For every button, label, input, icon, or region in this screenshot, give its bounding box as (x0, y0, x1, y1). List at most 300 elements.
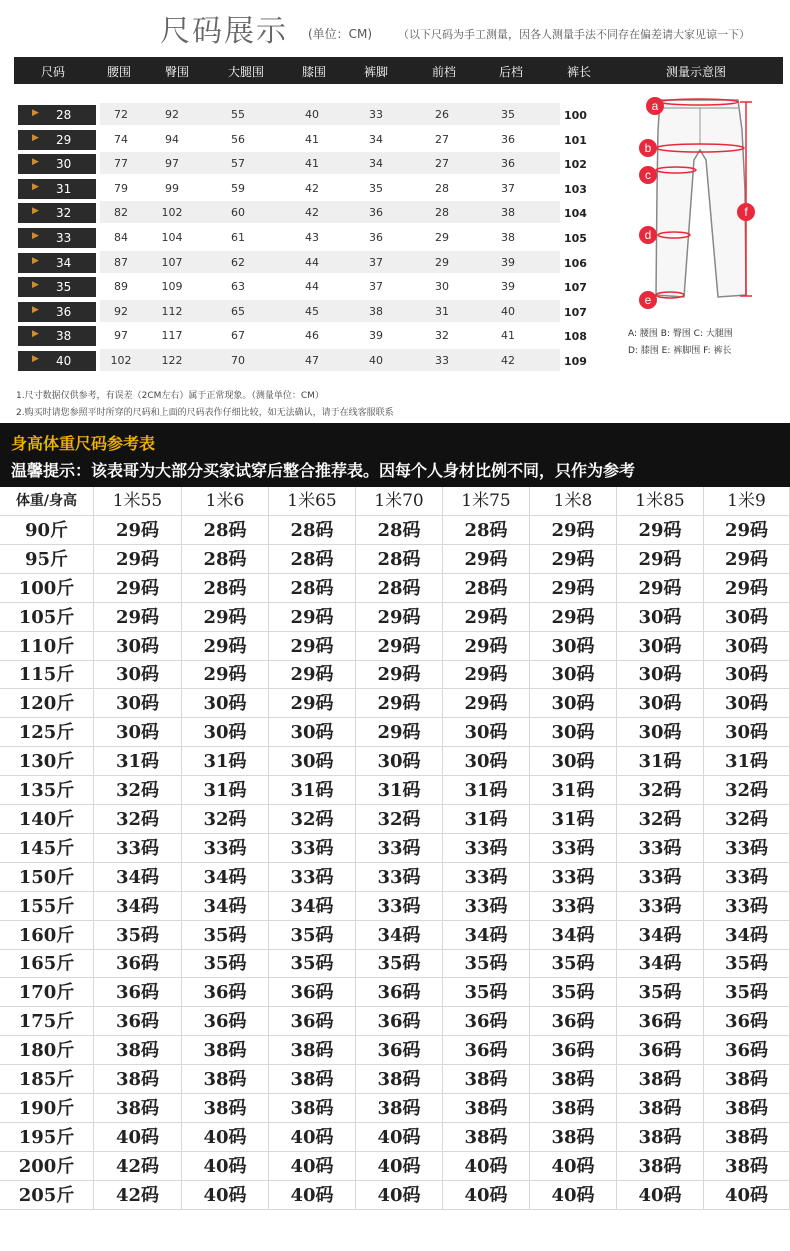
recommend-row (0, 689, 790, 718)
col-hem: 裤脚 (363, 65, 389, 79)
size-cell: 36码 (182, 1007, 269, 1036)
weight-label: 200斤 (0, 1152, 94, 1181)
size-cell: 56 (231, 132, 245, 146)
size-cell: 36码 (94, 1007, 182, 1036)
length-value: 101 (564, 133, 587, 147)
height-header: 1米85 (617, 487, 704, 516)
size-cell: 29码 (94, 545, 182, 574)
size-cell: 29码 (182, 632, 269, 661)
size-cell: 31码 (443, 805, 530, 834)
size-cell: 70 (231, 354, 245, 367)
size-cell: 32码 (617, 805, 704, 834)
size-cell: 35 (369, 181, 383, 195)
size-cell: 32 (435, 329, 449, 343)
size-cell: 44 (305, 280, 319, 294)
size-cell: 36码 (704, 1007, 790, 1036)
size-cell: 36码 (704, 1036, 790, 1065)
marker-d: d (644, 228, 652, 242)
recommend-row (0, 1094, 790, 1123)
length-value: 108 (564, 330, 587, 344)
size-cell: 30 (435, 280, 449, 294)
size-cell: 28码 (182, 574, 269, 603)
size-cell: 30码 (94, 718, 182, 747)
size-cell: 30码 (269, 747, 356, 776)
col-length: 裤长 (566, 65, 592, 79)
recommend-row (0, 574, 790, 603)
size-cell: 38码 (182, 1094, 269, 1123)
weight-label: 110斤 (0, 632, 94, 661)
size-cell: 36码 (182, 978, 269, 1007)
size-cell: 38 (501, 231, 515, 244)
size-cell: 38码 (356, 1065, 443, 1094)
page-header (0, 0, 790, 52)
size-cell: 29码 (704, 574, 790, 603)
size-cell: 40 (369, 354, 383, 367)
size-cell: 34码 (704, 921, 790, 950)
size-cell: 33码 (530, 834, 617, 863)
size-cell: 33码 (617, 892, 704, 921)
size-cell: 30码 (356, 747, 443, 776)
size-cell: 61 (231, 231, 245, 244)
height-header: 1米9 (704, 487, 790, 516)
weight-label: 140斤 (0, 805, 94, 834)
size-cell: 31 (435, 304, 449, 318)
size-cell: 26 (435, 108, 449, 121)
weight-label: 145斤 (0, 834, 94, 863)
size-cell: 33码 (704, 892, 790, 921)
size-cell: 34码 (617, 949, 704, 978)
weight-label: 135斤 (0, 776, 94, 805)
size-row (0, 324, 600, 348)
col-back-rise: 后档 (498, 65, 524, 79)
size-tag (18, 253, 96, 273)
size-cell: 99 (165, 181, 179, 195)
size-cell: 30码 (530, 632, 617, 661)
height-header: 1米65 (269, 487, 356, 516)
size-cell: 30码 (443, 718, 530, 747)
size-cell: 30码 (617, 632, 704, 661)
size-cell: 36码 (94, 978, 182, 1007)
size-cell: 40 (305, 108, 319, 121)
size-cell: 28码 (443, 574, 530, 603)
size-cell: 38码 (94, 1065, 182, 1094)
size-cell: 32码 (94, 776, 182, 805)
size-table-header (14, 57, 783, 84)
recommend-row (0, 1152, 790, 1181)
size-cell: 38码 (530, 1094, 617, 1123)
size-cell: 44 (305, 255, 319, 269)
size-cell: 40码 (356, 1152, 443, 1181)
size-cell: 29码 (530, 574, 617, 603)
size-cell: 29码 (530, 516, 617, 545)
recommend-row (0, 1065, 790, 1094)
size-cell: 40码 (356, 1181, 443, 1210)
length-value: 100 (564, 109, 587, 122)
size-cell: 38 (501, 206, 515, 220)
length-value: 107 (564, 305, 587, 319)
col-waist: 腰围 (106, 65, 132, 79)
recommend-row (0, 892, 790, 921)
col-diagram: 测量示意图 (665, 65, 727, 79)
page-title: 尺码展示 (160, 14, 288, 49)
size-cell: 34码 (94, 863, 182, 892)
size-cell: 82 (114, 206, 128, 220)
size-cell: 33码 (443, 834, 530, 863)
size-cell: 35码 (443, 978, 530, 1007)
size-cell: 38码 (182, 1036, 269, 1065)
arrow-right-icon: ▶ (32, 304, 39, 315)
recommend-row (0, 863, 790, 892)
size-cell: 33 (435, 354, 449, 367)
size-cell: 30码 (530, 689, 617, 718)
size-cell: 42 (305, 206, 319, 220)
size-cell: 40码 (443, 1152, 530, 1181)
arrow-right-icon: ▶ (32, 181, 39, 192)
size-cell: 87 (114, 255, 128, 269)
size-value: 29 (56, 132, 72, 147)
weight-label: 95斤 (0, 545, 94, 574)
size-cell: 29码 (356, 603, 443, 632)
size-cell: 33码 (617, 863, 704, 892)
weight-label: 190斤 (0, 1094, 94, 1123)
size-cell: 30码 (443, 747, 530, 776)
size-cell: 46 (305, 329, 319, 343)
size-cell: 32码 (617, 776, 704, 805)
size-cell: 32码 (269, 805, 356, 834)
size-tag (18, 203, 96, 223)
marker-b: b (644, 141, 652, 155)
size-cell: 34码 (356, 921, 443, 950)
size-cell: 34码 (617, 921, 704, 950)
size-cell: 29码 (617, 545, 704, 574)
size-cell: 41 (305, 157, 319, 171)
size-cell: 59 (231, 181, 245, 195)
size-cell: 35码 (530, 949, 617, 978)
size-cell: 57 (231, 157, 245, 171)
size-tag (18, 351, 96, 371)
legend-line-2: D: 膝围 E: 裤脚围 F: 裤长 (628, 346, 732, 356)
height-header: 1米75 (443, 487, 530, 516)
size-cell: 36码 (356, 1007, 443, 1036)
size-cell: 29码 (94, 574, 182, 603)
size-cell: 35码 (617, 978, 704, 1007)
weight-label: 150斤 (0, 863, 94, 892)
size-cell: 34 (369, 132, 383, 146)
size-cell: 109 (161, 280, 183, 294)
weight-label: 100斤 (0, 574, 94, 603)
size-cell: 31码 (704, 747, 790, 776)
size-cell: 97 (165, 157, 179, 171)
size-cell: 38码 (617, 1094, 704, 1123)
size-cell: 43 (305, 231, 319, 244)
length-value: 105 (564, 232, 587, 245)
size-cell: 33码 (530, 892, 617, 921)
size-cell: 27 (435, 157, 449, 171)
size-cell: 30码 (617, 718, 704, 747)
size-cell: 40码 (443, 1181, 530, 1210)
size-cell: 33码 (443, 863, 530, 892)
size-cell: 34码 (182, 892, 269, 921)
size-cell: 30码 (617, 603, 704, 632)
height-header: 1米70 (356, 487, 443, 516)
size-cell: 35码 (356, 949, 443, 978)
size-cell: 34 (369, 157, 383, 171)
size-cell: 39 (501, 255, 515, 269)
height-header: 1米55 (94, 487, 182, 516)
size-cell: 102 (161, 206, 183, 220)
arrow-right-icon: ▶ (32, 280, 39, 291)
size-cell: 77 (114, 157, 128, 171)
size-cell: 38码 (269, 1036, 356, 1065)
size-cell: 29码 (182, 603, 269, 632)
size-cell: 32码 (182, 805, 269, 834)
size-cell: 30码 (94, 689, 182, 718)
size-cell: 35码 (704, 949, 790, 978)
col-front-rise: 前档 (431, 65, 457, 79)
size-cell: 31码 (94, 747, 182, 776)
recommend-banner (0, 423, 790, 487)
size-cell: 31码 (269, 776, 356, 805)
recommend-row (0, 1181, 790, 1210)
size-cell: 39 (369, 329, 383, 343)
size-cell: 33码 (443, 892, 530, 921)
col-hip: 臀围 (164, 65, 190, 79)
size-cell: 30码 (530, 747, 617, 776)
size-cell: 36码 (530, 1007, 617, 1036)
arrow-right-icon: ▶ (32, 354, 39, 364)
size-cell: 40码 (704, 1181, 790, 1210)
size-cell: 36码 (443, 1036, 530, 1065)
size-cell: 29码 (443, 603, 530, 632)
size-tag (18, 130, 96, 150)
recommend-row (0, 921, 790, 950)
size-tag (18, 105, 96, 125)
size-cell: 97 (114, 329, 128, 343)
size-cell: 36码 (94, 949, 182, 978)
size-cell: 30码 (704, 689, 790, 718)
size-cell: 102 (110, 354, 132, 367)
size-cell: 65 (231, 304, 245, 318)
size-row (0, 103, 600, 127)
size-cell: 29码 (94, 603, 182, 632)
size-cell: 28 (435, 206, 449, 220)
size-cell: 35码 (269, 949, 356, 978)
measurement-diagram (620, 90, 785, 360)
size-cell: 33码 (94, 834, 182, 863)
size-value: 33 (56, 231, 72, 245)
size-value: 36 (56, 304, 72, 319)
size-cell: 28码 (356, 516, 443, 545)
size-cell: 35 (501, 108, 515, 121)
size-cell: 31码 (530, 776, 617, 805)
weight-label: 165斤 (0, 949, 94, 978)
size-cell: 29 (435, 255, 449, 269)
size-cell: 31码 (530, 805, 617, 834)
length-value: 107 (564, 281, 587, 295)
recommend-row (0, 718, 790, 747)
size-cell: 30码 (704, 718, 790, 747)
weight-label: 195斤 (0, 1123, 94, 1152)
size-cell: 38码 (356, 1094, 443, 1123)
size-cell: 30码 (704, 660, 790, 689)
size-cell: 37 (369, 280, 383, 294)
size-cell: 33码 (356, 892, 443, 921)
col-knee: 膝围 (301, 65, 327, 79)
arrow-right-icon: ▶ (32, 255, 39, 266)
size-cell: 36码 (269, 1007, 356, 1036)
size-cell: 84 (114, 231, 128, 244)
size-cell: 94 (165, 132, 179, 146)
recommend-tip: 温馨提示：该表哥为大部分买家试穿后整合推荐表。因每个人身材比例不同，只作为参考 (11, 461, 636, 480)
size-cell: 79 (114, 181, 128, 195)
size-cell: 31码 (182, 747, 269, 776)
size-cell: 29码 (269, 603, 356, 632)
size-cell: 29码 (269, 632, 356, 661)
weight-label: 180斤 (0, 1036, 94, 1065)
weight-label: 115斤 (0, 660, 94, 689)
size-cell: 38码 (443, 1123, 530, 1152)
size-tag (18, 179, 96, 199)
size-row (0, 226, 600, 250)
size-cell: 29码 (443, 545, 530, 574)
size-cell: 42码 (94, 1181, 182, 1210)
size-cell: 36 (369, 231, 383, 244)
size-cell: 40码 (182, 1123, 269, 1152)
size-cell: 42码 (94, 1152, 182, 1181)
size-cell: 36 (369, 206, 383, 220)
size-cell: 36码 (530, 1036, 617, 1065)
size-cell: 33码 (182, 834, 269, 863)
size-cell: 92 (114, 304, 128, 318)
recommend-row (0, 545, 790, 574)
size-cell: 30码 (94, 660, 182, 689)
size-cell: 29码 (704, 545, 790, 574)
size-cell: 41 (305, 132, 319, 146)
legend-line-1: A: 腰围 B: 臀围 C: 大腿围 (628, 329, 733, 339)
weight-label: 120斤 (0, 689, 94, 718)
size-value: 34 (56, 255, 72, 270)
size-cell: 29码 (704, 516, 790, 545)
note-1: 1.尺寸数据仅供参考，有误差（2CM左右）属于正常现象。（测量单位：CM） (16, 391, 324, 401)
size-row (0, 201, 600, 225)
size-cell: 35码 (182, 949, 269, 978)
size-cell: 45 (305, 304, 319, 318)
diagram-legend (628, 326, 733, 360)
size-cell: 29 (435, 231, 449, 244)
weight-label: 170斤 (0, 978, 94, 1007)
size-cell: 36 (501, 132, 515, 146)
size-cell: 40码 (94, 1123, 182, 1152)
size-value: 30 (56, 157, 72, 172)
size-cell: 42 (305, 181, 319, 195)
size-cell: 28码 (182, 516, 269, 545)
size-cell: 36码 (356, 978, 443, 1007)
marker-a: a (651, 99, 659, 113)
size-cell: 63 (231, 280, 245, 294)
size-cell: 62 (231, 255, 245, 269)
recommend-row (0, 1123, 790, 1152)
length-value: 104 (564, 207, 587, 221)
height-header: 1米6 (182, 487, 269, 516)
marker-f: f (744, 205, 748, 219)
size-cell: 30码 (269, 718, 356, 747)
size-cell: 36码 (617, 1007, 704, 1036)
length-value: 109 (564, 355, 587, 368)
weight-label: 125斤 (0, 718, 94, 747)
size-cell: 33码 (617, 834, 704, 863)
recommend-row (0, 1007, 790, 1036)
size-cell: 28码 (182, 545, 269, 574)
size-cell: 29码 (443, 632, 530, 661)
size-cell: 47 (305, 354, 319, 367)
size-cell: 32码 (356, 805, 443, 834)
size-cell: 30码 (182, 718, 269, 747)
size-cell: 28码 (269, 574, 356, 603)
weight-label: 185斤 (0, 1065, 94, 1094)
col-size: 尺码 (40, 65, 66, 79)
size-cell: 29码 (356, 632, 443, 661)
size-cell: 38码 (94, 1094, 182, 1123)
length-value: 102 (564, 158, 587, 172)
size-cell: 38码 (269, 1094, 356, 1123)
note-2: 2.购买时请您参照平时所穿的尺码和上面的尺码表作仔细比较，如无法确认，请于在线客服联系 (16, 408, 394, 418)
arrow-right-icon: ▶ (32, 157, 39, 168)
size-cell: 29码 (443, 660, 530, 689)
size-cell: 38 (369, 304, 383, 318)
measurement-note: （以下尺码为手工测量，因各人测量手法不同存在偏差请大家见谅一下） (398, 28, 750, 41)
recommend-row (0, 776, 790, 805)
size-cell: 35码 (182, 921, 269, 950)
size-cell: 30码 (617, 660, 704, 689)
size-cell: 117 (161, 329, 183, 343)
size-cell: 104 (161, 231, 183, 244)
arrow-right-icon: ▶ (32, 329, 39, 340)
size-cell: 33码 (269, 834, 356, 863)
size-cell: 40码 (182, 1152, 269, 1181)
weight-label: 205斤 (0, 1181, 94, 1210)
size-cell: 40码 (530, 1181, 617, 1210)
size-notes (16, 388, 394, 422)
size-cell: 38码 (617, 1065, 704, 1094)
size-cell: 34码 (530, 921, 617, 950)
size-row (0, 251, 600, 275)
size-cell: 38码 (530, 1123, 617, 1152)
recommend-row (0, 1036, 790, 1065)
size-cell: 30码 (704, 603, 790, 632)
size-cell: 41 (501, 329, 515, 343)
size-cell: 40码 (182, 1181, 269, 1210)
size-cell: 42 (501, 354, 515, 367)
size-value: 31 (56, 181, 72, 196)
size-cell: 72 (114, 108, 128, 121)
size-cell: 36 (501, 157, 515, 171)
size-cell: 35码 (269, 921, 356, 950)
size-cell: 29码 (356, 718, 443, 747)
size-row (0, 349, 600, 373)
size-cell: 29码 (269, 660, 356, 689)
recommend-row (0, 632, 790, 661)
size-cell: 38码 (182, 1065, 269, 1094)
recommend-row (0, 805, 790, 834)
size-cell: 40码 (269, 1181, 356, 1210)
size-cell: 30码 (94, 632, 182, 661)
size-cell: 29码 (530, 603, 617, 632)
unit-label: (单位：CM) (308, 27, 373, 41)
size-cell: 35码 (94, 921, 182, 950)
size-row (0, 128, 600, 152)
size-cell: 55 (231, 108, 245, 121)
marker-c: c (645, 168, 651, 182)
